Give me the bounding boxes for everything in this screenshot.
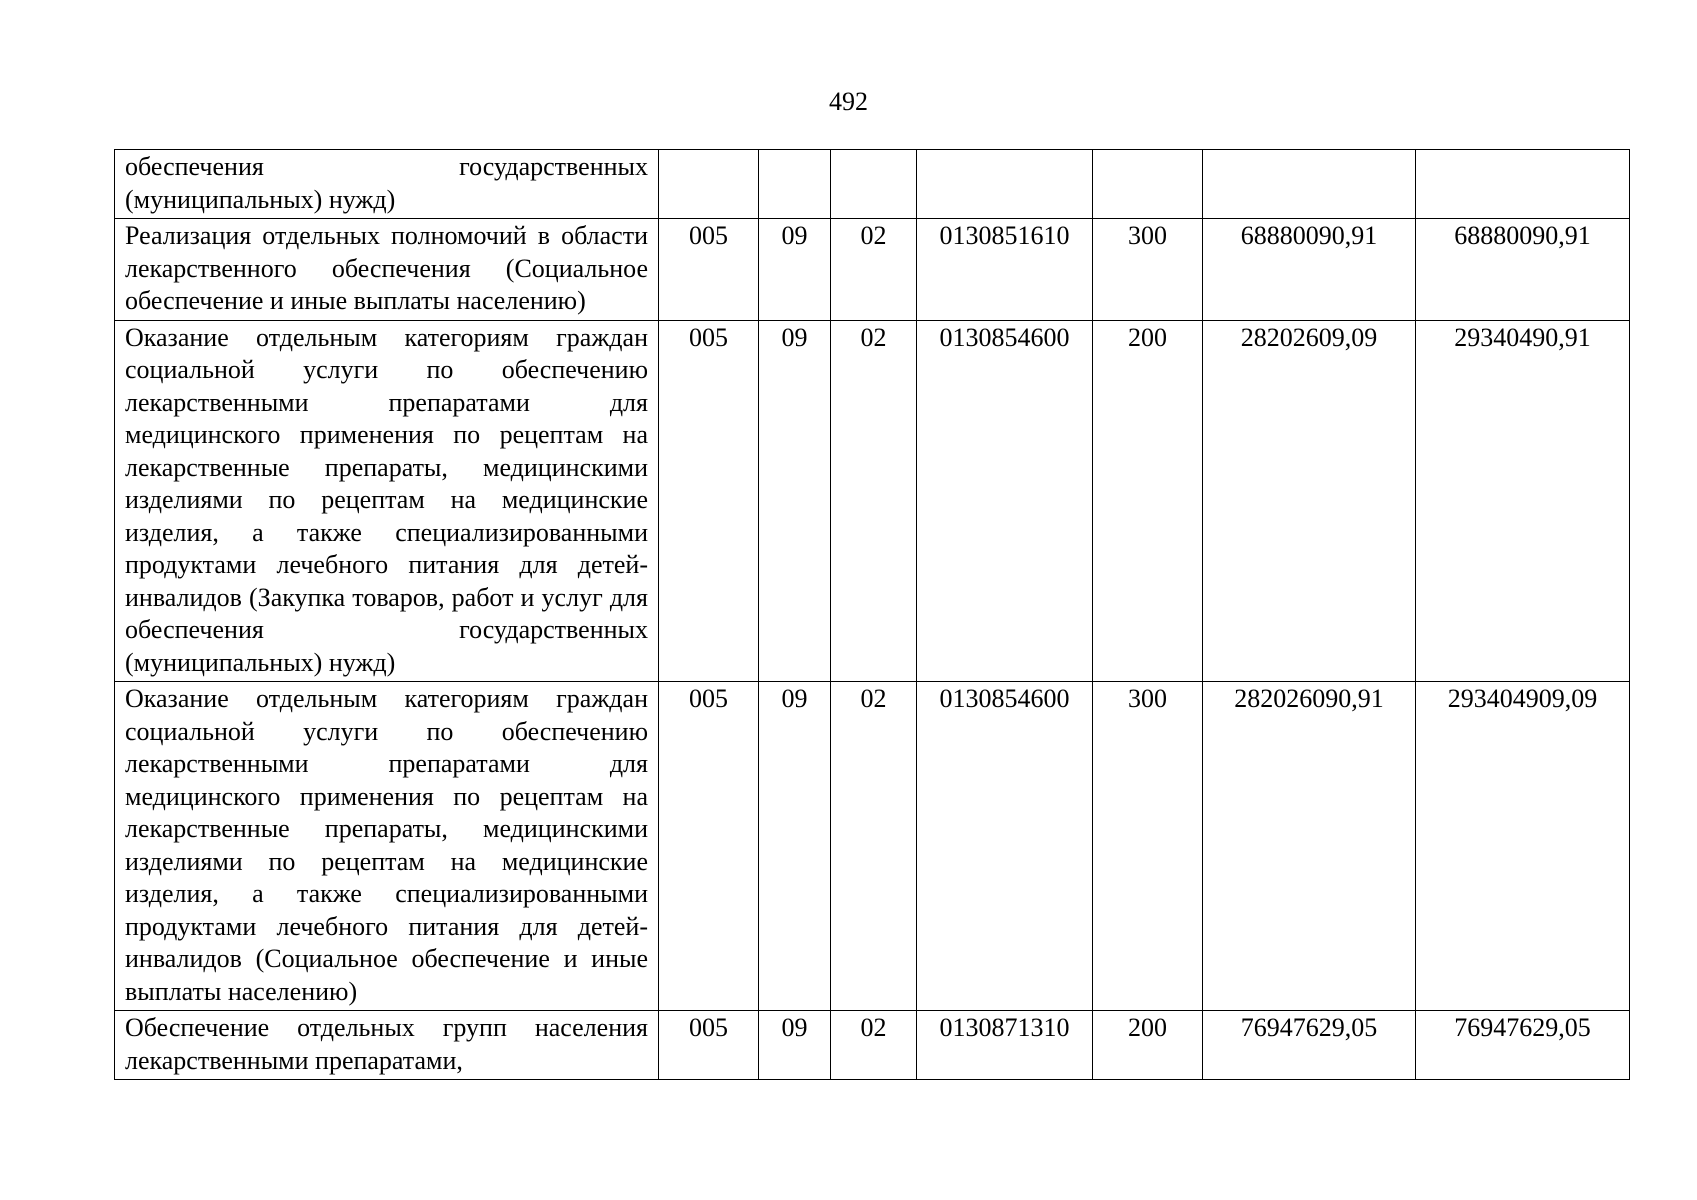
row-section-code: [759, 150, 831, 219]
table-row: [115, 1011, 1630, 1080]
row-expense-type-code: 200: [1093, 320, 1203, 682]
row-sum-year-2: [1416, 150, 1630, 219]
row-section-code: 09: [759, 682, 831, 1011]
row-subsection-code: 02: [831, 682, 917, 1011]
row-ved-code: 005: [659, 219, 759, 321]
row-target-article-code: 0130871310: [917, 1011, 1093, 1080]
row-sum-year-1: 76947629,05: [1203, 1011, 1416, 1080]
row-description: Оказание отдельным категориям граждан социальной услуги по обеспечению лекарственными препаратами для медицинского применения по рецептам на лекарственные препараты, медицинскими изделиями по рецептам на медицинские изделия, а также специализированными продуктами лечебного питания для детей-инвалидов (Социальное обеспечение и иные выплаты населению): [115, 682, 659, 1011]
row-subsection-code: [831, 150, 917, 219]
row-description: Оказание отдельным категориям граждан социальной услуги по обеспечению лекарственными препаратами для медицинского применения по рецептам на лекарственные препараты, медицинскими изделиями по рецептам на медицинские изделия, а также специализированными продуктами лечебного питания для детей-инвалидов (Закупка товаров, работ и услуг для обеспечения государственных (муниципальных) нужд): [115, 320, 659, 682]
row-ved-code: 005: [659, 1011, 759, 1080]
row-expense-type-code: 300: [1093, 219, 1203, 321]
row-sum-year-2: 293404909,09: [1416, 682, 1630, 1011]
row-target-article-code: 0130851610: [917, 219, 1093, 321]
row-description: обеспечения государственных (муниципальных) нужд): [115, 150, 659, 219]
row-subsection-code: 02: [831, 320, 917, 682]
row-expense-type-code: 200: [1093, 1011, 1203, 1080]
row-target-article-code: [917, 150, 1093, 219]
row-section-code: 09: [759, 320, 831, 682]
budget-table: [114, 149, 1630, 1080]
table-row: [115, 219, 1630, 321]
table-row: [115, 150, 1630, 219]
table-row: [115, 682, 1630, 1011]
table-row: [115, 320, 1630, 682]
row-ved-code: [659, 150, 759, 219]
row-sum-year-2: 29340490,91: [1416, 320, 1630, 682]
page-number: 492: [829, 87, 868, 116]
row-target-article-code: 0130854600: [917, 682, 1093, 1011]
row-sum-year-1: 282026090,91: [1203, 682, 1416, 1011]
row-sum-year-1: 28202609,09: [1203, 320, 1416, 682]
row-subsection-code: 02: [831, 1011, 917, 1080]
row-expense-type-code: [1093, 150, 1203, 219]
row-target-article-code: 0130854600: [917, 320, 1093, 682]
row-description: Обеспечение отдельных групп населения лекарственными препаратами,: [115, 1011, 659, 1080]
row-sum-year-2: 76947629,05: [1416, 1011, 1630, 1080]
row-expense-type-code: 300: [1093, 682, 1203, 1011]
row-section-code: 09: [759, 219, 831, 321]
row-sum-year-1: 68880090,91: [1203, 219, 1416, 321]
row-sum-year-1: [1203, 150, 1416, 219]
row-ved-code: 005: [659, 320, 759, 682]
row-section-code: 09: [759, 1011, 831, 1080]
row-description: Реализация отдельных полномочий в области лекарственного обеспечения (Социальное обеспечение и иные выплаты населению): [115, 219, 659, 321]
row-sum-year-2: 68880090,91: [1416, 219, 1630, 321]
row-subsection-code: 02: [831, 219, 917, 321]
row-ved-code: 005: [659, 682, 759, 1011]
